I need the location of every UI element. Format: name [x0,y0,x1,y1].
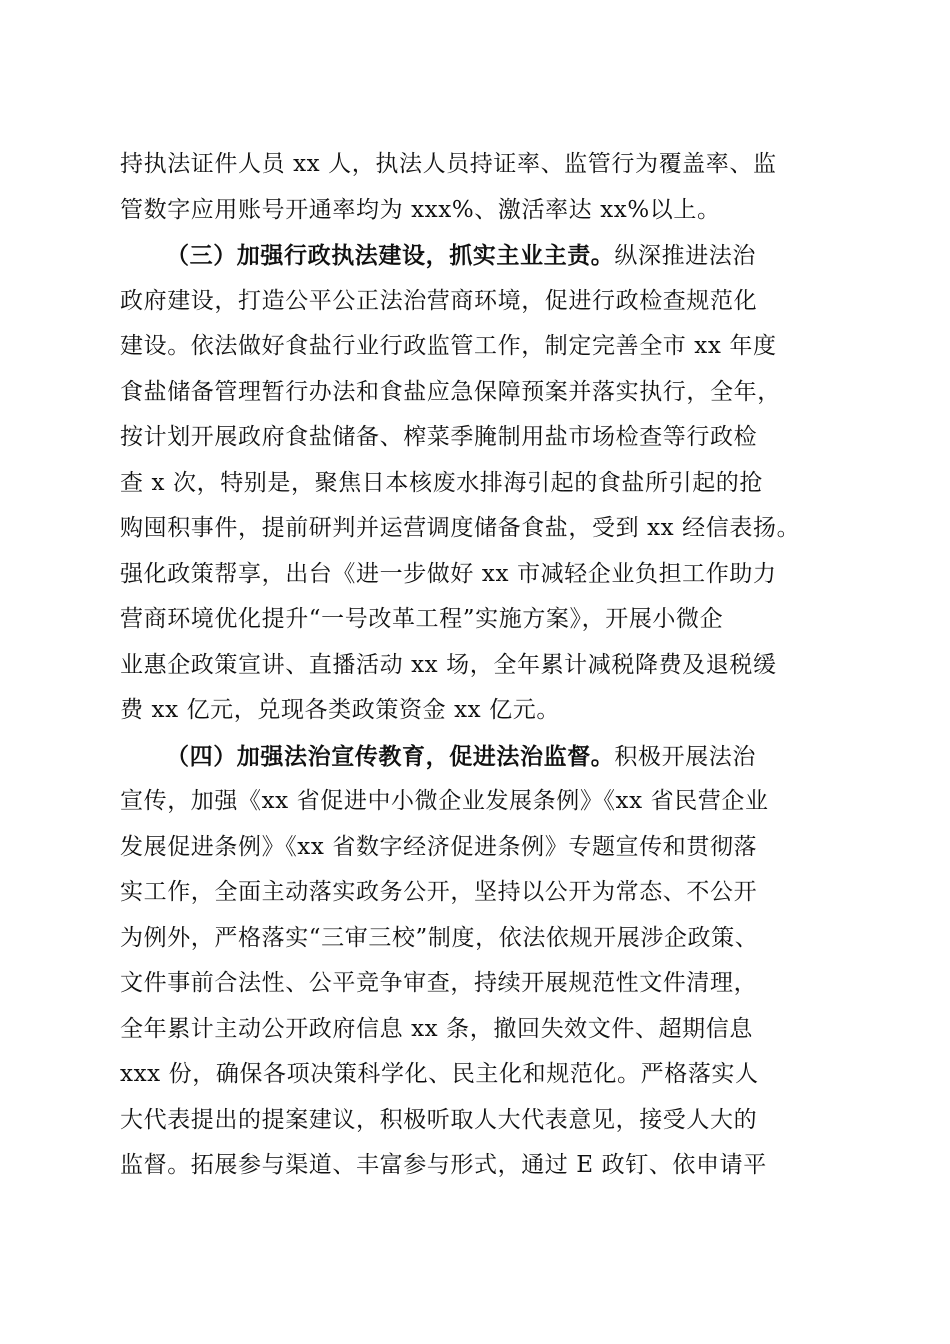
text-line: 大代表提出的提案建议，积极听取人大代表意见，接受人大的 [120,1106,758,1133]
text-line: 强化政策帮享，出台《进一步做好 xx 市减轻企业负担工作助力 [120,560,777,587]
paragraph-section-four [120,734,830,1189]
text-line: 购囤积事件，提前研判并运营调度储备食盐，受到 xx 经信表扬。 [120,515,801,541]
section-heading-three: （三）加强行政执法建设，抓实主业主责。 [166,242,615,269]
text-line: 持执法证件人员 xx 人，执法人员持证率、监管行为覆盖率、监 [120,151,777,177]
text-line: 建设。依法做好食盐行业行政监管工作，制定完善全市 xx 年度 [120,333,777,359]
text-line: 管数字应用账号开通率均为 xxx%、激活率达 xx%以上。 [120,196,721,223]
section-first-line [120,734,830,780]
text-line: 业惠企政策宣讲、直播活动 xx 场，全年累计减税降费及退税缓 [120,651,777,678]
text-line: 宣传，加强《xx 省促进中小微企业发展条例》《xx 省民营企业 [120,788,769,814]
text-line: 营商环境优化提升“一号改革工程”实施方案》，开展小微企 [120,606,724,632]
text-line: 按计划开展政府食盐储备、榨菜季腌制用盐市场检查等行政检 [120,424,758,450]
text-line: 发展促进条例》《xx 省数字经济促进条例》专题宣传和贯彻落 [120,833,758,860]
paragraph-section-three [120,233,830,734]
text-line: 全年累计主动公开政府信息 xx 条，撤回失效文件、超期信息 [120,1015,753,1042]
paragraph-enforcement-stats [120,142,830,233]
text-line: 查 x 次，特别是，聚焦日本核废水排海引起的食盐所引起的抢 [120,469,763,496]
text-line: xxx 份，确保各项决策科学化、民主化和规范化。严格落实人 [120,1061,759,1087]
section-heading-four: （四）加强法治宣传教育，促进法治监督。 [166,742,615,770]
text-line: 费 xx 亿元，兑现各类政策资金 xx 亿元。 [120,697,560,723]
section-lead-text: 积极开展法治 [614,743,757,770]
text-line: 文件事前合法性、公平竞争审查，持续开展规范性文件清理， [120,970,758,996]
text-line: 食盐储备管理暂行办法和食盐应急保障预案并落实执行，全年， [120,378,781,405]
document-body [120,142,830,1189]
section-first-line [120,233,830,279]
text-line: 政府建设，打造公平公正法治营商环境，促进行政检查规范化 [120,287,758,314]
text-line: 监督。拓展参与渠道、丰富参与形式，通过 E 政钉、依申请平 [120,1152,767,1178]
text-line: 实工作，全面主动落实政务公开，坚持以公开为常态、不公开 [120,879,758,905]
text-line: 为例外，严格落实“三审三校”制度，依法依规开展涉企政策、 [120,924,759,951]
section-lead-text: 纵深推进法治 [614,243,757,269]
